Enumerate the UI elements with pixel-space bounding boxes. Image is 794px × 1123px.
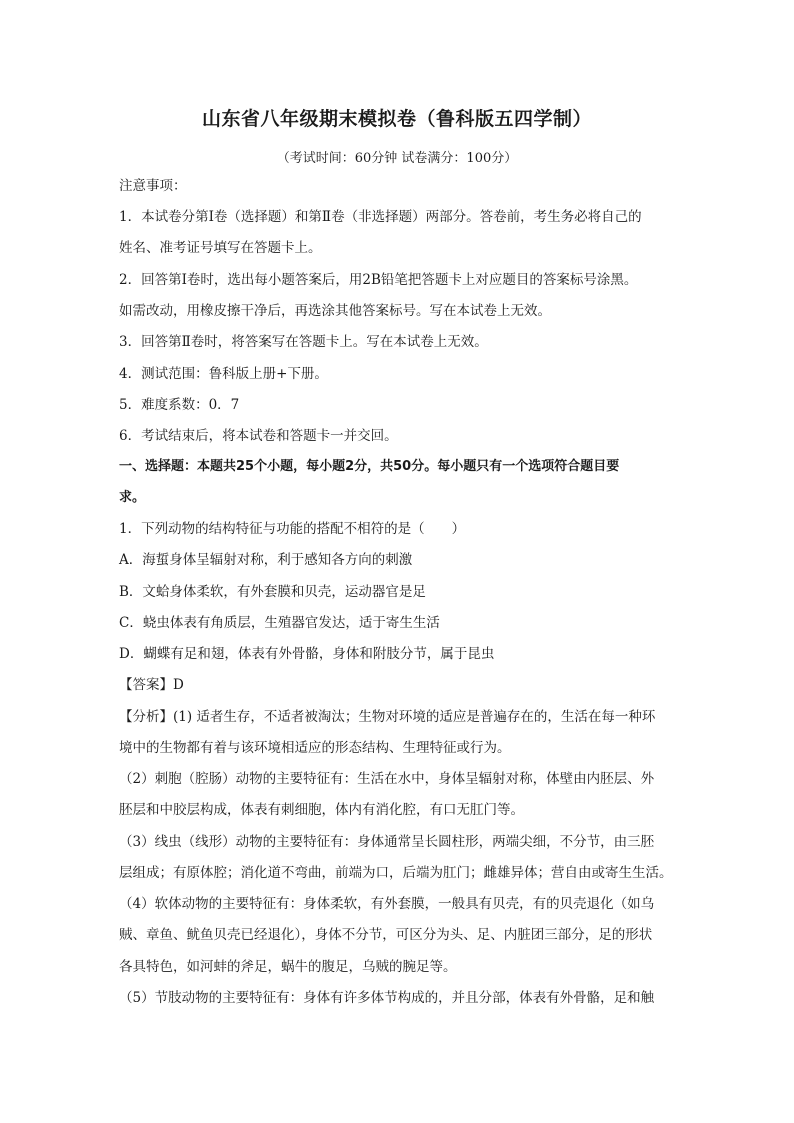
notice-heading: 注意事项： xyxy=(119,178,187,194)
section-heading: 求。 xyxy=(119,490,146,505)
analysis-line: 层组成；有原体腔；消化道不弯曲，前端为口，后端为肛门；雌雄异体；营自由或寄生生活。 xyxy=(119,865,673,881)
section-heading: 一、选择题：本题共25个小题，每小题2分，共50分。每小题只有一个选项符合题目要 xyxy=(119,459,620,474)
analysis-line: 胚层和中胶层构成，体表有刺细胞，体内有消化腔，有口无肛门等。 xyxy=(119,802,524,818)
answer: 【答案】D xyxy=(119,677,184,693)
notice-line: 2．回答第Ⅰ卷时，选出每小题答案后，用2B铅笔把答题卡上对应题目的答案标号涂黑。 xyxy=(119,272,638,288)
notice-line: 5．难度系数：0．7 xyxy=(119,397,240,413)
notice-line: 3．回答第Ⅱ卷时，将答案写在答题卡上。写在本试卷上无效。 xyxy=(119,334,488,350)
analysis-line: 【分析】(1) 适者生存，不适者被淘汰；生物对环境的适应是普遍存在的，生活在每一种环 xyxy=(119,709,656,725)
analysis-line: （4）软体动物的主要特征有：身体柔软，有外套膜，一般具有贝壳，有的贝壳退化（如乌 xyxy=(119,896,655,912)
option-c: C．蛲虫体表有角质层，生殖器官发达，适于寄生生活 xyxy=(119,615,440,631)
option-a: A．海蜇身体呈辐射对称，利于感知各方向的刺激 xyxy=(119,552,413,568)
option-d: D．蝴蝶有足和翅，体表有外骨骼，身体和附肢分节，属于昆虫 xyxy=(119,646,495,662)
notice-line: 6．考试结束后，将本试卷和答题卡一并交回。 xyxy=(119,428,398,444)
exam-info: （考试时间：60分钟 试卷满分：100分） xyxy=(276,151,518,166)
notice-line: 4．测试范围：鲁科版上册+下册。 xyxy=(119,366,328,382)
notice-line: 如需改动，用橡皮擦干净后，再选涂其他答案标号。写在本试卷上无效。 xyxy=(119,303,551,319)
analysis-line: （3）线虫（线形）动物的主要特征有：身体通常呈长圆柱形，两端尖细，不分节，由三胚 xyxy=(119,834,655,850)
analysis-line: （5）节肢动物的主要特征有：身体有许多体节构成的，并且分部，体表有外骨骼，足和触 xyxy=(119,990,655,1006)
analysis-line: 境中的生物都有着与该环境相适应的形态结构、生理特征或行为。 xyxy=(119,740,511,756)
notice-line: 姓名、准考证号填写在答题卡上。 xyxy=(119,240,322,256)
analysis-line: 贼、章鱼、鱿鱼贝壳已经退化），身体不分节，可区分为头、足、内脏团三部分，足的形状 xyxy=(119,927,653,943)
analysis-line: 各具特色，如河蚌的斧足，蜗牛的腹足，乌贼的腕足等。 xyxy=(119,959,457,975)
option-b: B．文蛤身体柔软，有外套膜和贝壳，运动器官是足 xyxy=(119,584,426,600)
page-title: 山东省八年级期末模拟卷（鲁科版五四学制） xyxy=(201,108,592,130)
notice-line: 1．本试卷分第Ⅰ卷（选择题）和第Ⅱ卷（非选择题）两部分。答卷前，考生务必将自己的 xyxy=(119,209,642,225)
question-stem: 1．下列动物的结构特征与功能的搭配不相符的是（ ） xyxy=(119,521,466,537)
analysis-line: （2）刺胞（腔肠）动物的主要特征有：生活在水中，身体呈辐射对称，体壁由内胚层、外 xyxy=(119,771,655,787)
